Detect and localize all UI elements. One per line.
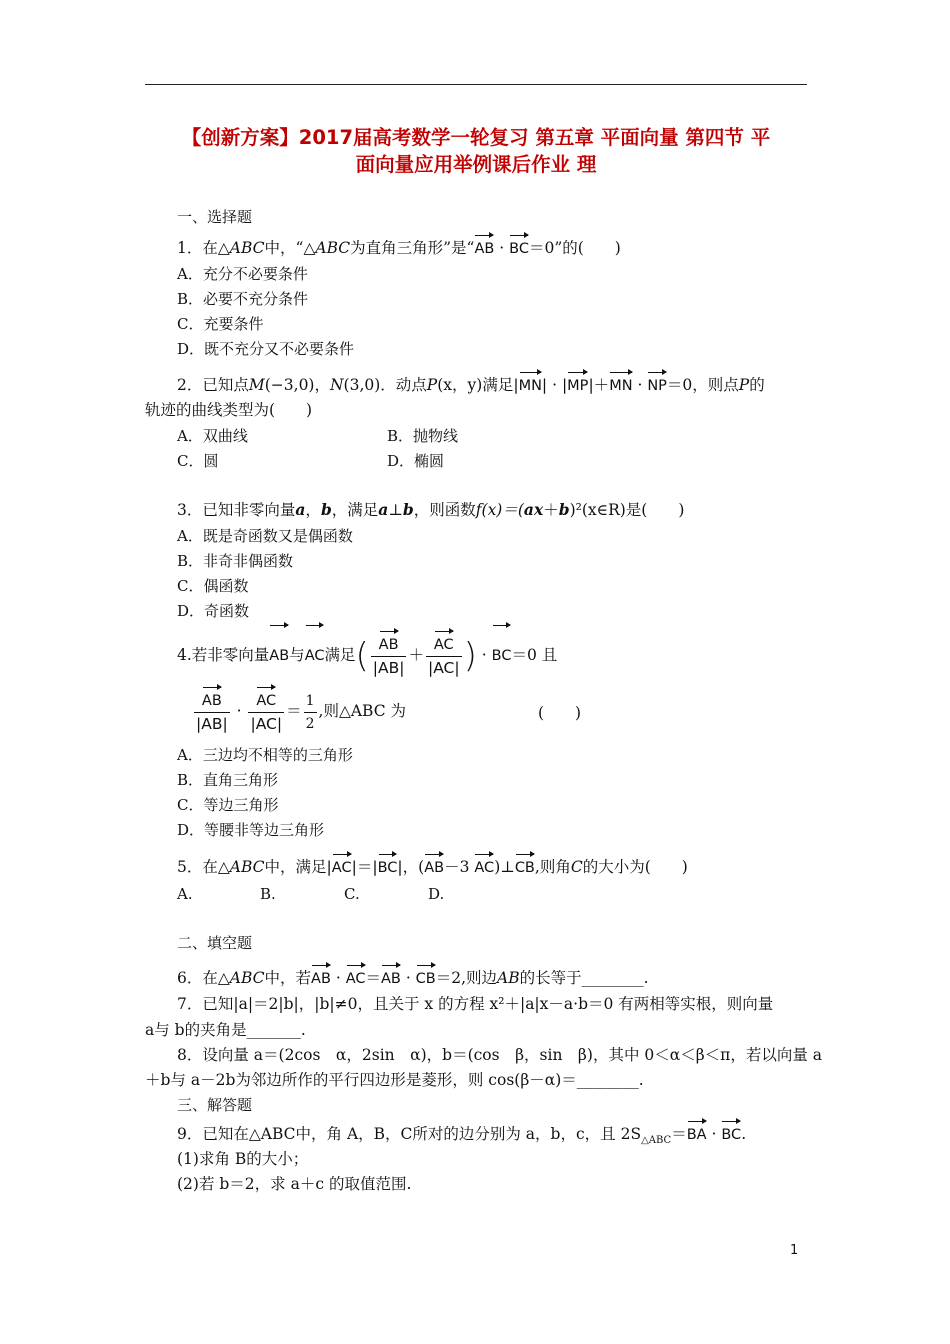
q2-text-a: 2．已知点	[177, 376, 249, 394]
q6-vector-ac: AC	[345, 971, 366, 987]
q6-text-b: 中，若	[264, 969, 312, 987]
q4-frac-ac-2	[248, 690, 284, 734]
q9-end: .	[741, 1125, 747, 1143]
q2-m: M	[248, 376, 265, 394]
q4-frac-ab-2-den: |AB|	[196, 715, 228, 733]
q6-text-a: 6．在△	[177, 969, 230, 987]
q4-vector-bc: BC	[492, 629, 512, 683]
q4-half-den: 2	[305, 715, 315, 732]
q4-option-c: C．等边三角形	[177, 796, 279, 814]
q1-text-b: 中，“△	[264, 239, 316, 257]
q3-tail: )²(x∈R)是( )	[569, 501, 685, 519]
q4-frac-ab-den: |AB|	[372, 659, 405, 677]
question-7-line-2: a与 b的夹角是_______.	[145, 1021, 306, 1039]
q1-option-b: B．必要不充分条件	[177, 290, 309, 308]
q2-option-a: A．双曲线	[177, 427, 248, 445]
q3-vec-a-2: a	[378, 500, 389, 519]
q4-option-b: B．直角三角形	[177, 771, 279, 789]
q2-vector-np: NP	[647, 378, 667, 394]
q3-option-c: C．偶函数	[177, 577, 249, 595]
q3-vec-b-3: b	[558, 500, 570, 519]
q6-abc: ABC	[229, 969, 265, 987]
q1-text-d: ＝0”的( )	[528, 239, 621, 257]
q2-m-coord: (−3,0)，	[264, 376, 330, 394]
question-8-line-1: 8．设向量 a＝(2cos α，2sin α)，b＝(cos β，sin β)，其中 0＜α＜β＜π，若以向量 a	[177, 1046, 823, 1064]
q3-option-d: D．奇函数	[177, 602, 250, 620]
q3-text-b: ，满足	[331, 501, 379, 519]
q5-vector-ac-2: AC	[474, 860, 495, 876]
q4-frac-ac-2-num: AC	[256, 693, 277, 709]
q2-option-c: C．圆	[177, 452, 219, 470]
question-1-stem: 1．在△ABC中，“△ABC为直角三角形”是“AB · BC＝0”的( )	[177, 239, 621, 257]
page-number: 1	[790, 1243, 799, 1258]
q2-p-coord: (x，y)满足	[437, 376, 514, 394]
q6-side-ab: AB	[497, 969, 520, 987]
q2-n-coord: (3,0)．动点	[343, 376, 427, 394]
q9-vector-ba: BA	[686, 1127, 707, 1143]
q4-frac-ac	[426, 634, 462, 678]
q9-sub: △ABC	[641, 1135, 672, 1147]
question-7-line-1: 7．已知|a|＝2|b|，|b|≠0，且关于 x 的方程 x²＋|a|x－a·b＝0 有两相等实根，则向量	[177, 995, 774, 1013]
q6-text-c: ＝2,则边	[435, 969, 498, 987]
q2-vector-mn-2: MN	[609, 378, 633, 394]
q4-frac-ac-num: AC	[433, 637, 454, 653]
q2-vector-mn: MN	[518, 378, 542, 394]
q3-fx: f(x)＝(	[475, 501, 524, 519]
q1-vector-ab: AB	[474, 241, 495, 257]
q3-vec-b: b	[320, 500, 332, 519]
q4-frac-ab-2	[194, 690, 230, 734]
q2-text-end: ＝0，则点	[666, 376, 739, 394]
q4-text-b: 满足	[324, 646, 356, 664]
title-line-2: 面向量应用举例课后作业 理	[355, 153, 597, 176]
q4-half-num: 1	[304, 691, 317, 713]
q3-ax: ax	[523, 500, 544, 519]
q5-vector-ac: AC	[331, 860, 352, 876]
q4-answer-paren: ( )	[538, 704, 582, 722]
q1-option-a: A．充分不必要条件	[177, 265, 308, 283]
q4-vector-ab: AB	[269, 629, 289, 683]
question-5-stem: 5．在△ABC中，满足|AC|＝|BC|，(AB－3 AC)⊥CB,则角C的大小为( )	[177, 858, 688, 876]
q9-vector-bc: BC	[721, 1127, 742, 1143]
q2-line-2: 轨迹的曲线类型为( )	[145, 401, 313, 419]
q2-option-d: D．椭圆	[387, 452, 445, 470]
q5-text-c: 则角	[539, 858, 571, 876]
q6-vector-ab-2: AB	[381, 971, 401, 987]
q1-text-a: 1．在△	[177, 239, 230, 257]
q9-eq: ＝	[671, 1125, 687, 1143]
q5-option-b: B.	[260, 885, 276, 903]
q4-vector-ac: AC	[305, 629, 325, 683]
q6-vector-ab: AB	[311, 971, 331, 987]
q5-vector-cb: CB	[514, 860, 535, 876]
q4-frac-ac-den: |AC|	[427, 659, 460, 677]
q5-abc: ABC	[229, 858, 265, 876]
section-heading-answer: 三、解答题	[177, 1096, 253, 1114]
q2-p-2: P	[738, 376, 750, 394]
question-6-stem: 6．在△ABC中，若AB · AC＝AB · CB＝2,则边AB的长等于________.	[177, 969, 649, 987]
q4-frac-ab	[371, 634, 407, 678]
q2-option-b: B．抛物线	[387, 427, 459, 445]
q5-vector-bc: BC	[377, 860, 398, 876]
q4-option-a: A．三边均不相等的三角形	[177, 746, 353, 764]
q2-p: P	[426, 376, 438, 394]
q5-text-d: 的大小为( )	[582, 858, 688, 876]
q3-option-a: A．既是奇函数又是偶函数	[177, 527, 353, 545]
q4-frac-ab-2-num: AB	[201, 693, 222, 709]
q3-vec-a: a	[295, 500, 306, 519]
q4-text-a: 4.若非零向量	[177, 646, 270, 664]
q4-frac-ac-2-den: |AC|	[250, 715, 283, 733]
q1-option-c: C．充要条件	[177, 315, 264, 333]
q4-option-d: D．等腰非等边三角形	[177, 821, 325, 839]
q3-vec-b-2: b	[402, 500, 414, 519]
q5-vector-ab: AB	[424, 860, 445, 876]
q2-vector-mp: MP	[567, 378, 589, 394]
q5-option-c: C.	[344, 885, 360, 903]
q5-c: C	[570, 858, 583, 876]
q1-abc-2: ABC	[315, 239, 351, 257]
question-3-stem: 3．已知非零向量a，b，满足a⊥b，则函数f(x)＝(ax＋b)²(x∈R)是( )	[177, 500, 685, 519]
question-9-stem: 9．已知在△ABC中，角 A，B，C所对的边分别为 a，b，c，且 $2S_{\triangle ABC}=BA$ · BC.	[177, 1125, 747, 1147]
q6-text-d: 的长等于________.	[519, 969, 649, 987]
q3-plus: ＋	[543, 501, 559, 519]
q2-text-end2: 的	[749, 376, 765, 394]
q4-text-c: ＝0 且	[511, 646, 558, 664]
q1-abc: ABC	[229, 239, 265, 257]
question-4-line-2: $\frac{AB}{|AB|}$ · $\frac{AC}{|AC|}$ ＝ $\frac{1}{2}$ ,则△ABC 为	[192, 688, 406, 734]
question-9-part-1: (1)求角 B的大小；	[177, 1150, 309, 1168]
document-title	[140, 124, 812, 178]
q6-vector-cb: CB	[415, 971, 436, 987]
q5-option-d: D.	[428, 885, 445, 903]
section-heading-choice: 一、选择题	[177, 208, 253, 226]
q4-text-d: ,则△ABC 为	[318, 702, 407, 720]
q5-option-a: A.	[177, 885, 193, 903]
q9-text-a: 9．已知在△ABC中，角 A，B，C所对的边分别为 a，b，c，且 2S	[177, 1125, 642, 1143]
q1-option-d: D．既不充分又不必要条件	[177, 340, 355, 358]
q3-option-b: B．非奇非偶函数	[177, 552, 294, 570]
question-2-stem: 2．已知点M(−3,0)，N(3,0)．动点P(x，y)满足|MN| · |MP|＋MN · NP＝0，则点P的	[177, 376, 765, 394]
q4-frac-half	[304, 691, 317, 734]
q3-text-c: ，则函数	[413, 501, 476, 519]
question-8-line-2: ＋b与 a－2b为邻边所作的平行四边形是菱形，则 cos(β－α)＝________.	[145, 1071, 644, 1089]
q1-text-c: 为直角三角形”是“	[350, 239, 475, 257]
q4-with: 与	[289, 646, 305, 664]
q4-frac-ab-num: AB	[378, 637, 399, 653]
section-heading-fill: 二、填空题	[177, 934, 253, 952]
q5-three: 3	[459, 858, 470, 876]
title-line-1: 【创新方案】2017届高考数学一轮复习 第五章 平面向量 第四节 平	[181, 126, 771, 149]
question-4-stem: 4.若非零向量AB与AC满足( $\frac{AB}{|AB|}$ ＋ $\frac{AC}{|AC|}$ ) · BC＝0 且	[177, 628, 557, 683]
q5-text-a: 5．在△	[177, 858, 230, 876]
q3-text-a: 3．已知非零向量	[177, 501, 296, 519]
q2-n: N	[329, 376, 344, 394]
header-rule	[145, 84, 807, 85]
q5-text-b: 中，满足	[264, 858, 327, 876]
q1-vector-bc: BC	[509, 241, 529, 257]
question-9-part-2: (2)若 b＝2，求 a＋c 的取值范围.	[177, 1175, 412, 1193]
